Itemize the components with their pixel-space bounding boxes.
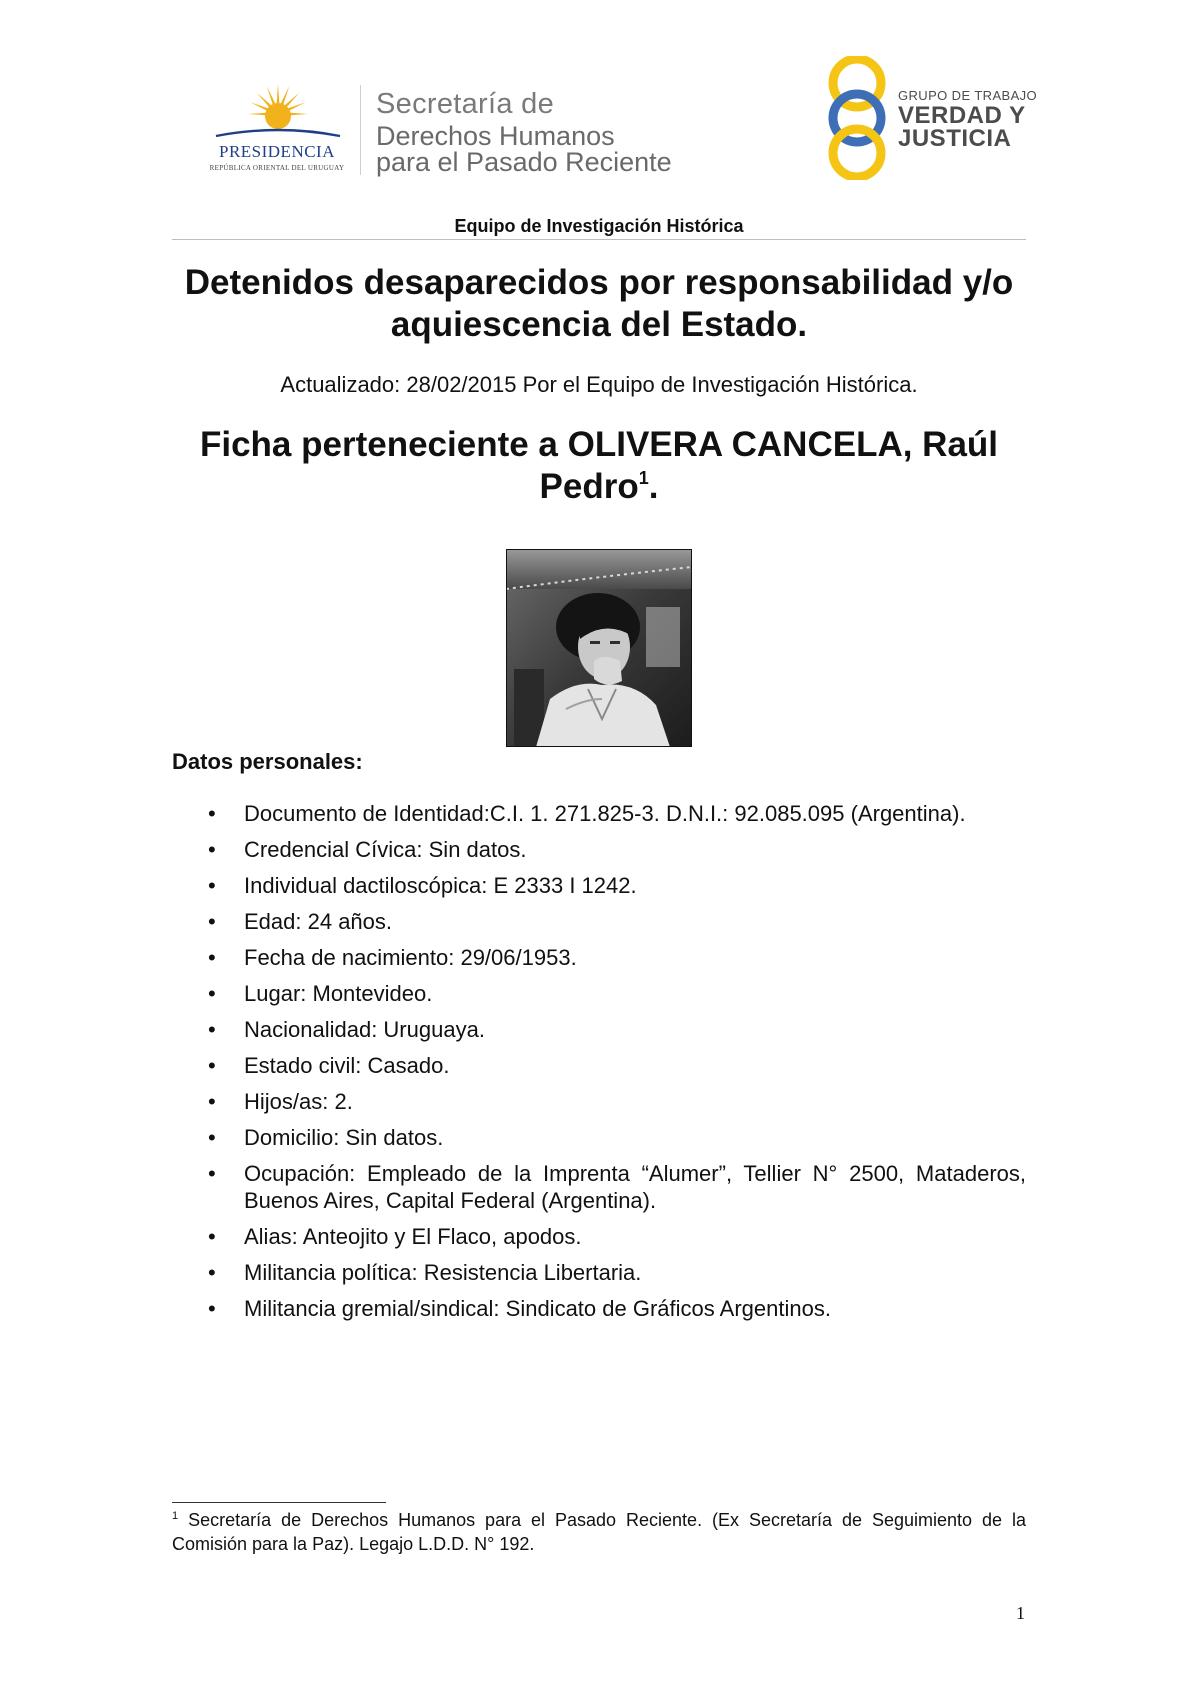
- list-item-text: Hijos/as: 2.: [244, 1089, 353, 1114]
- footnote-rule: [172, 1502, 386, 1503]
- list-item: [172, 800, 1026, 827]
- list-item-text: Lugar: Montevideo.: [244, 981, 433, 1006]
- page-number: 1: [1016, 1603, 1025, 1623]
- personal-data-list: [172, 800, 1026, 1331]
- grupo-trabajo-line-1: GRUPO DE TRABAJO: [898, 88, 1038, 103]
- bullet: •: [208, 873, 216, 898]
- presidencia-wordmark: PRESIDENCIA: [218, 142, 335, 161]
- verdad-justicia-rings-logo: [822, 56, 892, 180]
- list-item: [172, 1052, 1026, 1079]
- secretaria-line-2: Derechos Humanos: [376, 121, 615, 151]
- grupo-trabajo-line-3: JUSTICIA: [898, 125, 1012, 152]
- presidencia-subtitle: REPÚBLICA ORIENTAL DEL URUGUAY: [209, 164, 345, 172]
- footnote-marker: 1: [172, 1510, 179, 1522]
- list-item: [172, 1016, 1026, 1043]
- list-item-text: Ocupación: Empleado de la Imprenta “Alumer”, Tellier N° 2500, Mataderos, Buenos Aires, Capital Federal (Argentina).: [244, 1161, 1026, 1213]
- list-item: [172, 908, 1026, 935]
- footnote-reference: 1: [638, 468, 649, 488]
- list-item-text: Domicilio: Sin datos.: [244, 1125, 444, 1150]
- list-item: [172, 1259, 1026, 1286]
- bullet: •: [208, 1053, 216, 1078]
- bullet: •: [208, 945, 216, 970]
- list-item: [172, 836, 1026, 863]
- list-item: [172, 1160, 1026, 1214]
- bullet: •: [208, 981, 216, 1006]
- bullet: •: [208, 801, 216, 826]
- portrait-photo: [506, 549, 692, 747]
- list-item-text: Militancia gremial/sindical: Sindicato de Gráficos Argentinos.: [244, 1296, 831, 1321]
- header-rule: [172, 239, 1026, 240]
- list-item: [172, 872, 1026, 899]
- bullet: •: [208, 1161, 216, 1186]
- bullet: •: [208, 837, 216, 862]
- updated-line: Actualizado: 28/02/2015 Por el Equipo de Investigación Histórica.: [280, 372, 918, 397]
- team-header: Equipo de Investigación Histórica: [454, 216, 744, 236]
- bullet: •: [208, 909, 216, 934]
- bullet: •: [208, 1017, 216, 1042]
- list-item-text: Edad: 24 años.: [244, 909, 393, 934]
- bullet: •: [208, 1224, 216, 1249]
- list-item: [172, 1088, 1026, 1115]
- bullet: •: [208, 1089, 216, 1114]
- list-item-text: Documento de Identidad:C.I. 1. 271.825-3. D.N.I.: 92.085.095 (Argentina).: [244, 801, 966, 826]
- document-title: Detenidos desaparecidos por responsabilidad y/o aquiescencia del Estado.: [184, 263, 1014, 344]
- list-item-text: Alias: Anteojito y El Flaco, apodos.: [244, 1224, 582, 1249]
- list-item: [172, 1223, 1026, 1250]
- list-item: [172, 944, 1026, 971]
- grupo-trabajo-line-2: VERDAD Y: [898, 102, 1026, 129]
- list-item: [172, 1124, 1026, 1151]
- bullet: •: [208, 1260, 216, 1285]
- list-item-text: Militancia política: Resistencia Libertaria.: [244, 1260, 642, 1285]
- ficha-title: [172, 424, 1026, 508]
- bullet: •: [208, 1125, 216, 1150]
- footnote: [172, 1508, 1026, 1556]
- list-item-text: Nacionalidad: Uruguaya.: [244, 1017, 485, 1042]
- presidencia-sun-logo: [198, 78, 358, 178]
- secretaria-line-1: Secretaría de: [376, 88, 554, 120]
- bullet: •: [208, 1296, 216, 1321]
- list-item-text: Fecha de nacimiento: 29/06/1953.: [244, 945, 577, 970]
- list-item-text: Individual dactiloscópica: E 2333 I 1242.: [244, 873, 637, 898]
- list-item: [172, 1295, 1026, 1322]
- list-item: [172, 980, 1026, 1007]
- logo-divider: [360, 85, 361, 175]
- list-item-text: Estado civil: Casado.: [244, 1053, 450, 1078]
- list-item-text: Credencial Cívica: Sin datos.: [244, 837, 527, 862]
- footnote-text: Secretaría de Derechos Humanos para el Pasado Reciente. (Ex Secretaría de Seguimiento de la Comisión para la Paz). Legajo L.D.D. N° 192.: [172, 1510, 1026, 1554]
- ficha-title-text: Ficha perteneciente a OLIVERA CANCELA, Raúl Pedro: [199, 425, 999, 506]
- secretaria-line-3: para el Pasado Reciente: [376, 147, 672, 177]
- ficha-title-end: .: [648, 467, 659, 506]
- section-heading: Datos personales:: [172, 749, 363, 774]
